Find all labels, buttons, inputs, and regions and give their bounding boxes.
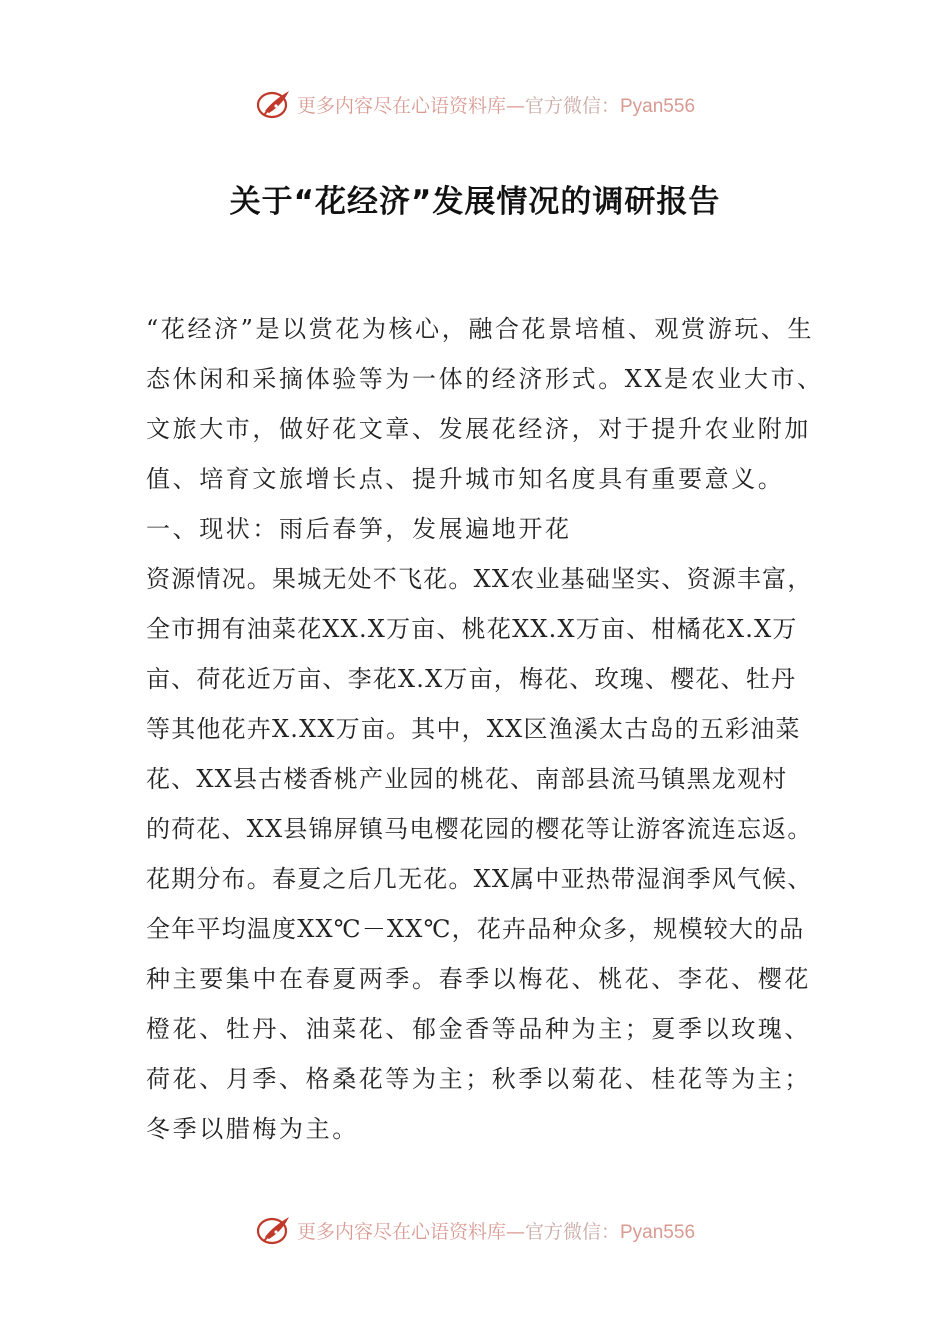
body-line: 花期分布。春夏之后几无花。XX属中亚热带湿润季风气候、 [146,865,813,893]
quill-pen-logo-icon [255,87,293,121]
body-line: 全市拥有油菜花XX.X万亩、桃花XX.X万亩、柑橘花X.X万 [146,615,798,643]
body-line: 文旅大市，做好花文章、发展花经济，对于提升农业附加 [146,415,811,443]
body-line: 等其他花卉X.XX万亩。其中，XX区渔溪太古岛的五彩油菜 [146,715,801,743]
document-body [146,308,824,1158]
body-line: 全年平均温度XX℃－XX℃，花卉品种众多，规模较大的品 [146,915,805,943]
footer-watermark [0,1210,950,1250]
body-line: 种主要集中在春夏两季。春季以梅花、桃花、李花、樱花 [146,965,811,993]
body-line: 的荷花、XX县锦屏镇马电樱花园的樱花等让游客流连忘返。 [146,815,813,843]
body-line: 橙花、牡丹、油菜花、郁金香等品种为主；夏季以玫瑰、 [146,1015,811,1043]
document-title: 关于“花经济”发展情况的调研报告 [229,184,721,220]
header-watermark [0,84,950,124]
body-line: 亩、荷花近万亩、李花X.X万亩，梅花、玫瑰、樱花、牡丹 [146,665,797,693]
body-line: 资源情况。果城无处不飞花。XX农业基础坚实、资源丰富， [146,565,813,593]
section-heading: 一、现状：雨后春笋，发展遍地开花 [146,515,572,543]
body-line: 值、培育文旅增长点、提升城市知名度具有重要意义。 [146,465,785,493]
body-line: 花、XX县古楼香桃产业园的桃花、南部县流马镇黑龙观村 [146,765,788,793]
quill-pen-logo-icon [255,1213,293,1247]
body-line: 荷花、月季、格桑花等为主；秋季以菊花、桂花等为主； [146,1065,811,1093]
body-line: 态休闲和采摘体验等为一体的经济形式。XX是农业大市、 [146,365,824,393]
body-line: 冬季以腊梅为主。 [146,1115,359,1143]
watermark-text: 更多内容尽在心语资料库—官方微信：Pyan556 [296,1220,696,1243]
watermark-text: 更多内容尽在心语资料库—官方微信：Pyan556 [296,94,696,117]
body-line: “花经济”是以赏花为核心，融合花景培植、观赏游玩、生 [146,315,815,343]
